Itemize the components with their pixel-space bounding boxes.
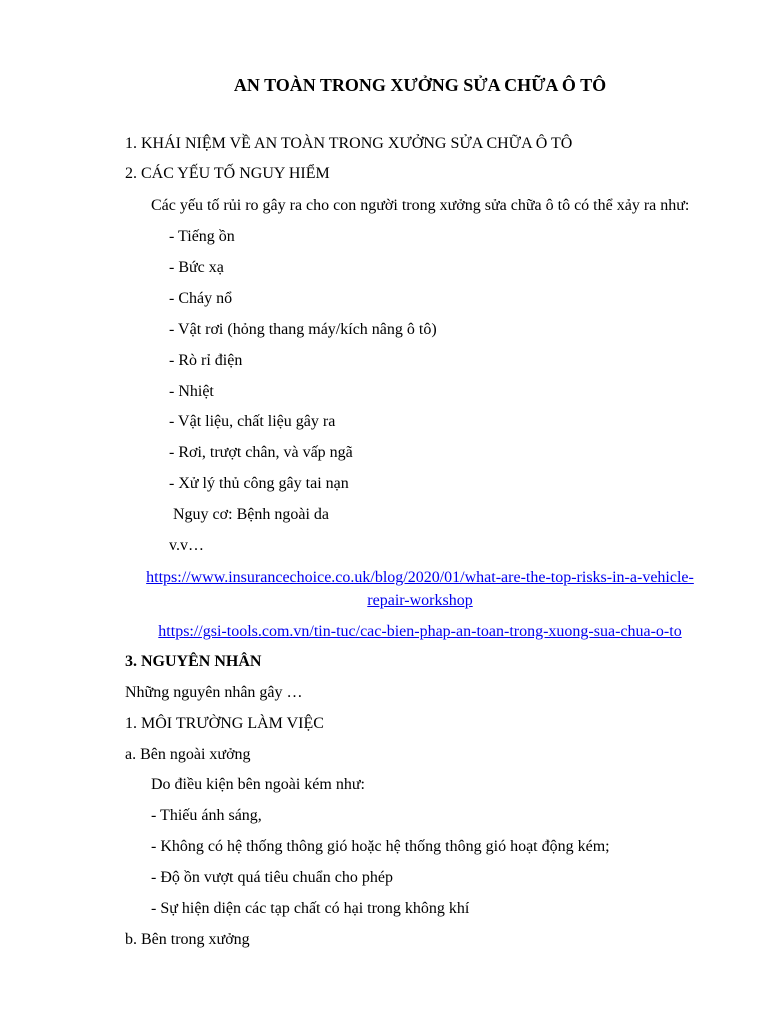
risk-note: Nguy cơ: Bệnh ngoài da	[169, 506, 329, 523]
outside-item: - Không có hệ thống thông gió hoặc hệ thống thông gió hoạt động kém;	[151, 838, 610, 855]
heading-concept: 1. KHÁI NIỆM VỀ AN TOÀN TRONG XƯỞNG SỬA CHỮA Ô TÔ	[125, 135, 573, 152]
risk-item: - Xử lý thủ công gây tai nạn	[169, 475, 349, 492]
reference-link-1[interactable]: https://www.insurancechoice.co.uk/blog/2020/01/what-are-the-top-risks-in-a-vehicle-	[146, 569, 694, 586]
heading-causes: 3. NGUYÊN NHÂN	[125, 653, 262, 670]
outside-item: - Thiếu ánh sáng,	[151, 807, 262, 824]
risk-item: - Rò rỉ điện	[169, 352, 243, 369]
document-title: AN TOÀN TRONG XƯỞNG SỬA CHỮA Ô TÔ	[233, 75, 607, 95]
outside-item: - Sự hiện diện các tạp chất có hại trong không khí	[151, 900, 470, 917]
risk-item: - Vật rơi (hỏng thang máy/kích nâng ô tô)	[169, 321, 437, 338]
risk-item: - Bức xạ	[169, 259, 224, 276]
heading-outside-workshop: a. Bên ngoài xưởng	[125, 746, 251, 763]
risk-item: - Tiếng ồn	[169, 228, 235, 245]
risk-item: - Rơi, trượt chân, và vấp ngã	[169, 444, 353, 461]
causes-intro: Những nguyên nhân gây …	[125, 684, 303, 701]
risk-item: - Vật liệu, chất liệu gây ra	[169, 413, 336, 430]
heading-work-environment: 1. MÔI TRƯỜNG LÀM VIỆC	[125, 715, 324, 732]
risks-intro: Các yếu tố rủi ro gây ra cho con người trong xưởng sửa chữa ô tô có thể xảy ra như:	[151, 197, 690, 214]
etc-text: v.v…	[169, 537, 204, 554]
reference-link-2-block	[125, 620, 715, 643]
reference-link-1-continued[interactable]: repair-workshop	[367, 592, 473, 609]
heading-inside-workshop: b. Bên trong xưởng	[125, 931, 250, 948]
risk-item: - Nhiệt	[169, 383, 214, 400]
heading-hazards: 2. CÁC YẾU TỐ NGUY HIỂM	[125, 165, 330, 182]
risk-item: - Cháy nổ	[169, 290, 233, 307]
outside-item: - Độ ồn vượt quá tiêu chuẩn cho phép	[151, 869, 393, 886]
reference-link-2[interactable]: https://gsi-tools.com.vn/tin-tuc/cac-bien-phap-an-toan-trong-xuong-sua-chua-o-to	[158, 623, 682, 640]
outside-intro: Do điều kiện bên ngoài kém như:	[151, 776, 365, 793]
reference-link-1-block	[125, 566, 715, 612]
